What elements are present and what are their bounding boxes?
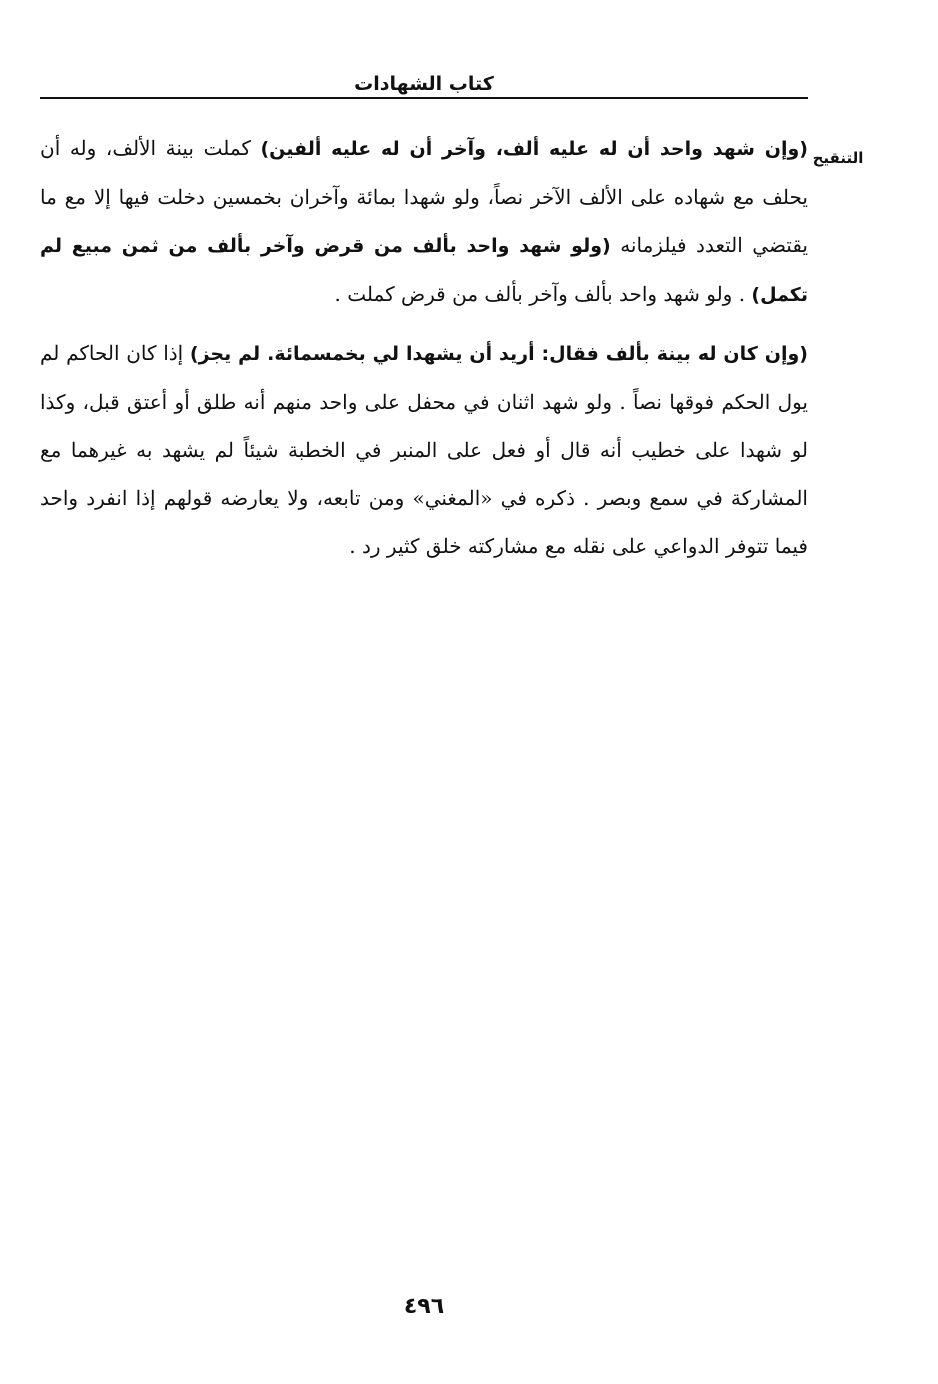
text-segment: كملت بينة الألف، وله أن يحلف مع شهاده على الألف الآخر نصاً، ولو شهدا بمائة وآخران بخمسين دخلت فيها إلا مع ما يقتضي التعدد فيلزمانه [40, 136, 809, 257]
paragraph [40, 329, 808, 570]
margin-note: التنقيح [812, 149, 864, 167]
bold-segment: (وإن شهد واحد أن له عليه ألف، وآخر أن له عليه ألفين) [260, 138, 808, 160]
paragraph [40, 124, 808, 319]
bold-segment: (وإن كان له بينة بألف فقال: أريد أن يشهدا لي بخمسمائة. لم يجز) [189, 343, 808, 365]
page-number: ٤٩٦ [403, 1294, 445, 1319]
text-segment: . ولو شهد واحد بألف وآخر بألف من قرض كملت . [334, 282, 752, 306]
body-text [40, 124, 808, 580]
running-header: كتاب الشهادات [354, 73, 494, 95]
header-rule [40, 97, 808, 99]
bold-segment: (ولو شهد واحد بألف من قرض وآخر بألف من ثمن مبيع لم تكمل) [40, 235, 808, 306]
text-segment: إذا كان الحاكم لم يول الحكم فوقها نصاً . ولو شهد اثنان في محفل على واحد منهم أنه طلق أو أعتق قبل، وكذا لو شهدا على خطيب أنه قال أو فعل على المنبر في الخطبة شيئاً لم يشهد به غيرهما مع المشاركة في سمع وبصر . ذكره في «المغني» ومن تابعه، ولا يعارضه قولهم إذا انفرد واحد فيما تتوفر الدواعي على نقله مع مشاركته خلق كثير رد . [40, 341, 808, 558]
